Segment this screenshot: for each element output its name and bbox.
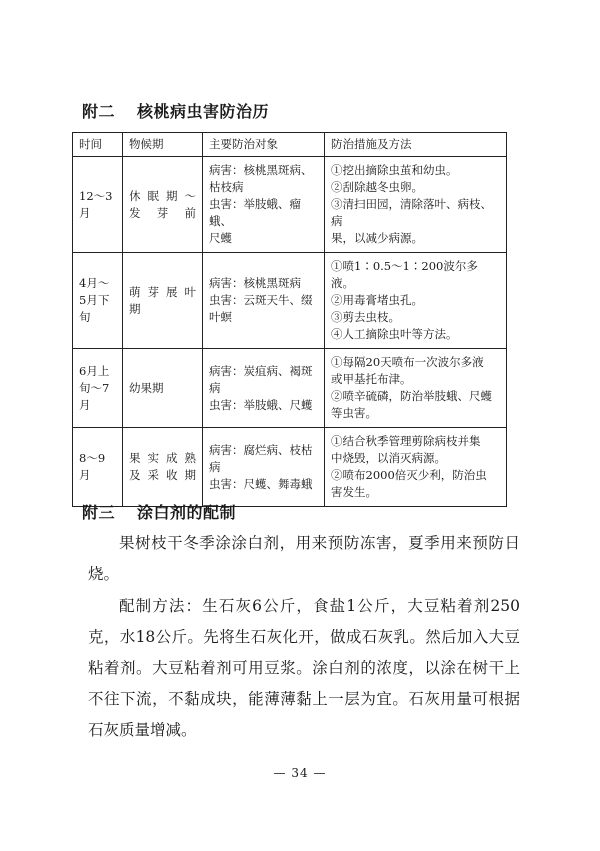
table-row (73, 157, 507, 253)
cell-phenology (123, 253, 203, 349)
cell-targets (203, 428, 325, 507)
cell-measures (325, 349, 507, 428)
cell-line: 病害：核桃黑斑病 (209, 276, 301, 290)
table-row (73, 428, 507, 507)
cell-line: ①挖出摘除虫茧和幼虫。 (331, 163, 458, 177)
header-measures: 防治措施及方法 (325, 133, 507, 157)
pest-control-table (72, 132, 507, 507)
cell-line: ②刮除越冬虫卵。 (331, 180, 423, 194)
cell-line: 虫害：举肢蛾、尺蠖 (209, 397, 313, 412)
cell-measures (325, 157, 507, 253)
cell-line: 病害：腐烂病、枝枯 (209, 442, 313, 457)
cell-line: 病害：核桃黑斑病、 (209, 163, 313, 177)
cell-line: 旬～7 (79, 380, 110, 395)
cell-line: ②喷布2000倍灭少利，防治虫 (331, 468, 487, 482)
cell-line: 4月～ (79, 276, 110, 290)
cell-line: 期 (129, 301, 141, 316)
appendix-3-title: 涂白剂的配制 (137, 503, 237, 522)
cell-line: 萌芽展叶 (129, 284, 196, 299)
cell-line: 病 (209, 380, 221, 395)
cell-line: ①每隔20天喷布一次波尔多液 (331, 355, 484, 369)
cell-line: 月 (79, 205, 91, 220)
cell-line: ②用毒膏堵虫孔。 (331, 293, 423, 307)
cell-line: ②喷辛硫磷，防治举肢蛾、尺蠖 (331, 389, 492, 403)
cell-line: 虫害：尺蠖、舞毒蛾 (209, 476, 313, 491)
cell-line: 害发生。 (331, 485, 377, 499)
page-number: — 34 — (273, 766, 327, 780)
cell-line: 虫害：云斑天牛、缀 (209, 293, 313, 307)
paragraph-purpose: 果树枝干冬季涂涂白剂，用来预防冻害，夏季用来预防日烧。 (88, 534, 520, 583)
appendix-3-number: 附三 (82, 503, 116, 522)
cell-line: ①结合秋季管理剪除病枝并集 (331, 434, 481, 448)
header-targets: 主要防治对象 (203, 133, 325, 157)
cell-measures (325, 253, 507, 349)
cell-line: 叶螟 (209, 310, 232, 324)
table-row (73, 349, 507, 428)
header-time: 时间 (73, 133, 123, 157)
cell-line: 虫害：举肢蛾、瘤蛾、 (209, 197, 301, 228)
table-header-row (73, 133, 507, 157)
cell-line: 休眠期～ (129, 188, 196, 203)
cell-line: ③清扫田园，清除落叶、病枝、病 (331, 197, 492, 228)
cell-line: ③剪去虫枝。 (331, 310, 400, 324)
cell-line: 5月下 (79, 293, 110, 307)
cell-line: 枯枝病 (209, 180, 244, 194)
cell-line: 旬 (79, 310, 91, 324)
cell-line: 12～3 (79, 188, 113, 203)
cell-line: 尺蠖 (209, 231, 232, 245)
cell-line: 果，以减少病源。 (331, 231, 423, 245)
cell-line: 或甲基托布津。 (331, 372, 412, 386)
cell-line: 及采收期 (129, 468, 196, 482)
cell-time (73, 349, 123, 428)
appendix-2-title: 核桃病虫害防治历 (137, 102, 270, 121)
cell-line: 6月上 (79, 363, 110, 378)
cell-line: ①喷1∶0.5～1∶200波尔多液。 (331, 259, 478, 290)
cell-targets (203, 253, 325, 349)
cell-measures (325, 428, 507, 507)
cell-line: 月 (79, 397, 91, 412)
cell-line: 果实成熟 (129, 451, 196, 465)
cell-line: 等虫害。 (331, 406, 377, 420)
cell-phenology (123, 428, 203, 507)
table-row (73, 253, 507, 349)
cell-line: 8～9 (79, 451, 106, 465)
paragraph-method: 配制方法：生石灰6公斤，食盐1公斤，大豆粘着剂250克，水18公斤。先将生石灰化开，做成石灰乳。然后加入大豆粘着剂。大豆粘着剂可用豆浆。涂白剂的浓度，以涂在树干上不往下流，不黏成块，能薄薄黏上一层为宜。石灰用量可根据石灰质量增减。 (88, 597, 520, 739)
cell-phenology (123, 157, 203, 253)
appendix-2-heading (82, 99, 269, 122)
cell-line: 病害：炭疽病、褐斑 (209, 363, 313, 378)
cell-targets (203, 349, 325, 428)
cell-phenology (123, 349, 203, 428)
cell-time (73, 253, 123, 349)
appendix-2-number: 附二 (82, 102, 116, 121)
cell-line: 中烧毁，以消灭病源。 (331, 451, 446, 465)
cell-targets (203, 157, 325, 253)
cell-line: 发芽前 (129, 205, 196, 220)
cell-time (73, 428, 123, 507)
cell-line: ④人工摘除虫叶等方法。 (331, 327, 458, 341)
cell-line: 病 (209, 459, 221, 474)
appendix-3-heading (82, 500, 236, 523)
cell-time (73, 157, 123, 253)
header-phenology: 物候期 (123, 133, 203, 157)
cell-line: 月 (79, 468, 91, 482)
cell-line: 幼果期 (129, 380, 164, 395)
